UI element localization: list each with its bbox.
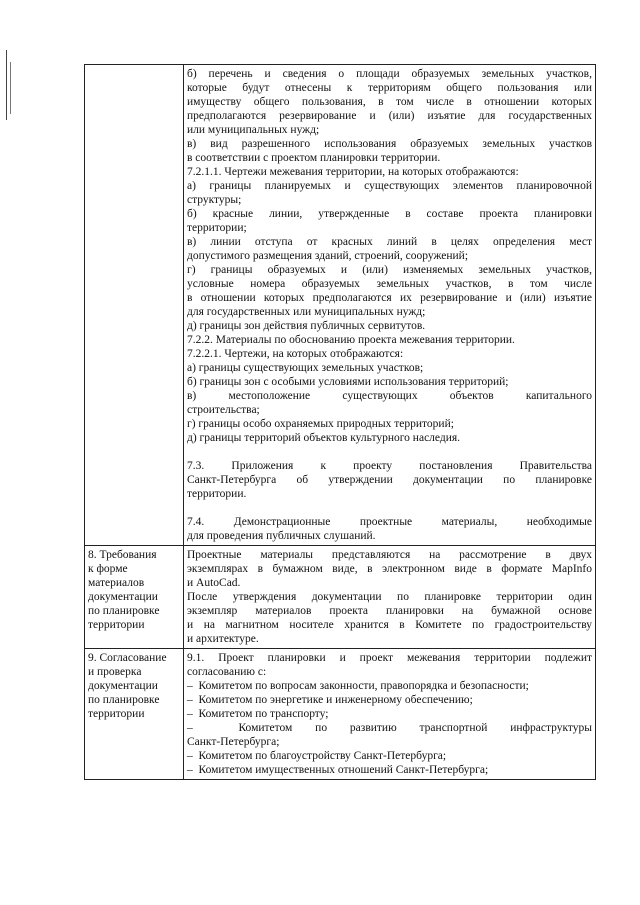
list-item-continuation: Санкт-Петербурга;	[187, 736, 280, 748]
paragraph-spacer	[187, 445, 592, 459]
label-cell-approval	[85, 649, 184, 780]
table-row-requirements-form	[85, 546, 596, 649]
label-line: по планировке	[88, 694, 160, 706]
text-line: допустимого размещения зданий, строений, сооружений;	[187, 250, 469, 262]
list-item: – Комитетом по транспорту;	[187, 707, 592, 721]
label-line: 8. Требования	[88, 549, 157, 561]
text-line: территории.	[187, 488, 247, 500]
label-line: и проверка	[88, 666, 142, 678]
text-line: и на магнитном носителе хранится в Комитете по градостроительству	[187, 619, 592, 631]
label-line: документации	[88, 680, 158, 692]
text-line: которые будут отнесены к территориям общего пользования или	[187, 82, 592, 94]
label-line: к форме	[88, 563, 128, 575]
text-line: Проектные материалы представляются на рассмотрение в двух	[187, 549, 592, 561]
text-line: или муниципальных нужд;	[187, 124, 320, 136]
text-line: г) границы особо охраняемых природных территорий;	[187, 418, 454, 430]
text-line: 7.2.2. Материалы по обоснованию проекта межевания территории.	[187, 334, 515, 346]
label-line: 9. Согласование	[88, 652, 167, 664]
paragraph-spacer	[187, 501, 592, 515]
text-line: в) местоположение существующих объектов капитального	[187, 390, 592, 402]
list-item: – Комитетом по вопросам законности, правопорядка и безопасности;	[187, 679, 592, 693]
label-line: материалов	[88, 577, 145, 589]
text-line: а) границы планируемых и существующих элементов планировочной	[187, 180, 592, 192]
content-cell-requirements-form	[184, 546, 596, 649]
text-line: 7.3. Приложения к проекту постановления Правительства	[187, 460, 592, 472]
text-line: 7.2.2.1. Чертежи, на которых отображаются:	[187, 348, 404, 360]
text-line: д) границы территорий объектов культурного наследия.	[187, 432, 461, 444]
text-line: 7.4. Демонстрационные проектные материалы, необходимые	[187, 516, 592, 528]
text-line: в отношении которых предполагаются их резервирование и (или) изъятие	[187, 292, 592, 304]
label-line: документации	[88, 591, 158, 603]
list-item: – Комитетом по энергетике и инженерному обеспечению;	[187, 693, 592, 707]
label-line: по планировке	[88, 605, 160, 617]
text-line: Санкт-Петербурга об утверждении документации по планировке	[187, 474, 592, 486]
text-line: б) красные линии, утвержденные в составе проекта планировки	[187, 208, 592, 220]
text-line: строительства;	[187, 404, 260, 416]
text-line: б) перечень и сведения о площади образуемых земельных участков,	[187, 68, 592, 80]
content-cell-approval	[184, 649, 596, 780]
label-cell-empty	[85, 65, 184, 546]
text-line: а) границы существующих земельных участков;	[187, 362, 424, 374]
text-line: территории;	[187, 222, 247, 234]
label-line: территории	[88, 708, 145, 720]
text-line: предполагаются резервирование и (или) изъятие для государственных	[187, 110, 592, 122]
scan-edge-mark	[6, 50, 7, 120]
list-item: – Комитетом по благоустройству Санкт-Петербурга;	[187, 749, 592, 763]
label-cell-requirements-form	[85, 546, 184, 649]
text-line: После утверждения документации по планировке территории один	[187, 591, 592, 603]
text-line: экземплярах в бумажном виде, в электронном виде в формате MapInfo	[187, 563, 592, 575]
text-line: и архитектуре.	[187, 633, 259, 645]
text-line: имуществу общего пользования, в том числе в отношении которых	[187, 96, 592, 108]
text-line: условные номера образуемых земельных участков, в том числе	[187, 278, 592, 290]
text-line: согласованию с:	[187, 666, 267, 678]
text-line: д) границы зон действия публичных сервитутов.	[187, 320, 426, 332]
content-cell-section-7	[184, 65, 596, 546]
text-line: б) границы зон с особыми условиями использования территорий;	[187, 376, 509, 388]
text-line: г) границы образуемых и (или) изменяемых земельных участков,	[187, 264, 592, 276]
text-line: для государственных или муниципальных нужд;	[187, 306, 426, 318]
text-line: в) вид разрешенного использования образуемых земельных участков	[187, 138, 592, 150]
table-row-approval	[85, 649, 596, 780]
requirements-table	[84, 64, 596, 780]
table-row-continuation	[85, 65, 596, 546]
text-line: и AutoCad.	[187, 577, 241, 589]
text-line: экземпляр материалов проекта планировки на бумажной основе	[187, 605, 592, 617]
list-item: – Комитетом по развитию транспортной инфраструктуры	[187, 721, 592, 735]
label-line: территории	[88, 619, 145, 631]
text-line: структуры;	[187, 194, 242, 206]
text-line: 7.2.1.1. Чертежи межевания территории, на которых отображаются:	[187, 166, 519, 178]
text-line: 9.1. Проект планировки и проект межевания территории подлежит	[187, 652, 592, 664]
list-item: – Комитетом имущественных отношений Санкт-Петербурга;	[187, 763, 592, 777]
text-line: для проведения публичных слушаний.	[187, 530, 376, 542]
text-line: в) линии отступа от красных линий в целях определения мест	[187, 236, 592, 248]
text-line: в соответствии с проектом планировки территории.	[187, 152, 441, 164]
scan-edge-mark-secondary	[10, 62, 11, 114]
